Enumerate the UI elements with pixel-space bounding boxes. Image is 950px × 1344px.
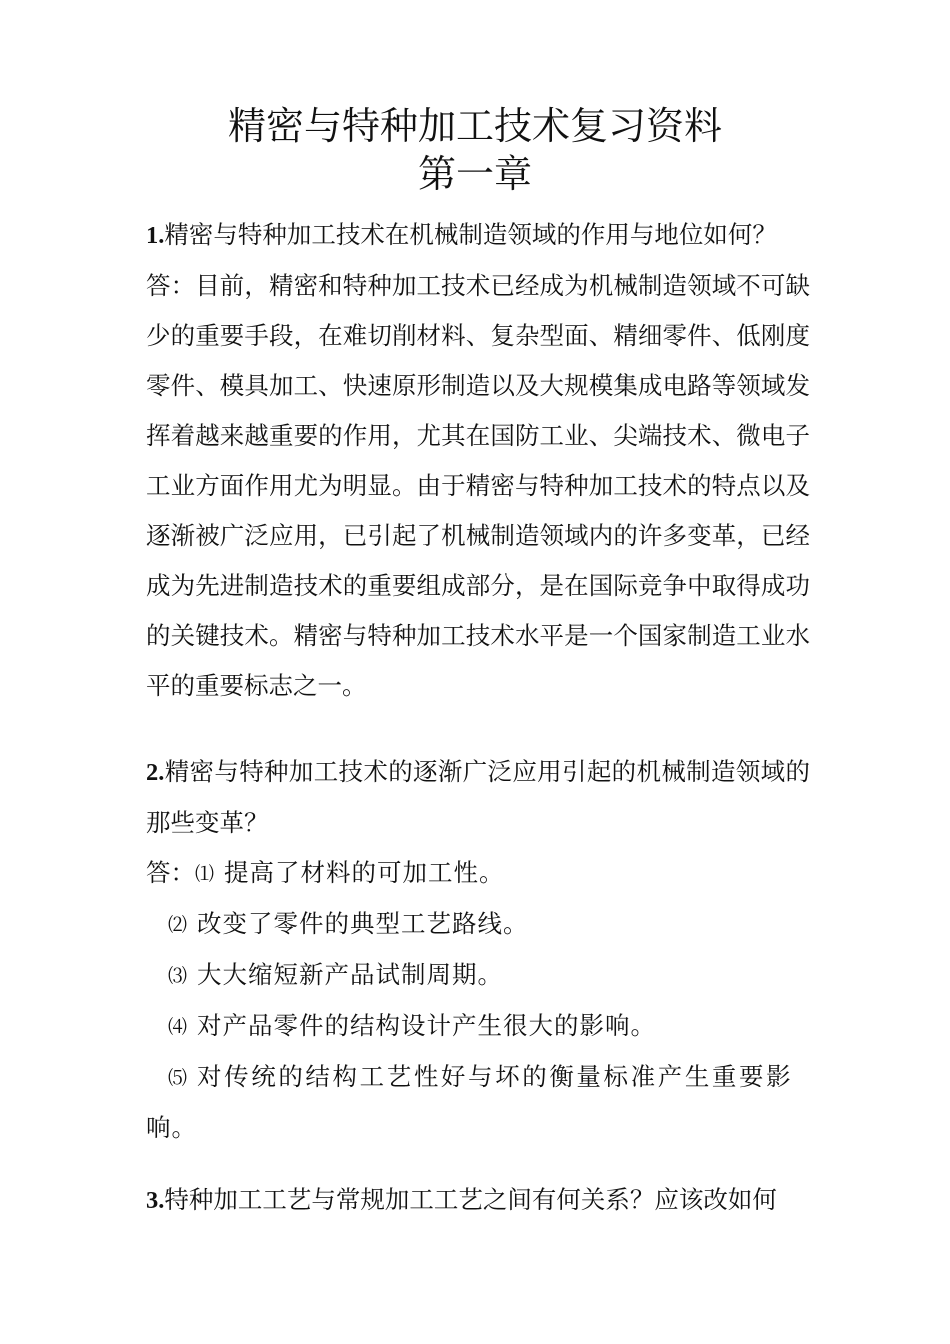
question-text: 特种加工工艺与常规加工工艺之间有何关系？应该改如何 (164, 1185, 777, 1214)
item-marker: ⑸ (168, 1067, 188, 1089)
item-marker: ⑵ (168, 914, 188, 936)
item-text: 提高了材料的可加工性。 (224, 858, 505, 887)
question-3-section (146, 1175, 810, 1226)
item-text: 对传统的结构工艺性好与坏的衡量标准产生重要影 (197, 1062, 794, 1091)
question-text: 精密与特种加工技术的逐渐广泛应用引起的机械制造领域的那些变革？ (146, 757, 810, 837)
question-3 (146, 1175, 810, 1226)
question-1 (146, 210, 810, 261)
document-title: 精密与特种加工技术复习资料 (227, 104, 722, 148)
question-text: 精密与特种加工技术在机械制造领域的作用与地位如何？ (164, 220, 777, 249)
question-1-section (146, 210, 810, 711)
item-marker: ⑶ (168, 965, 188, 987)
answer-2-item-2 (146, 899, 810, 950)
answer-2-item-3 (146, 950, 810, 1001)
item-text: 对产品零件的结构设计产生很大的影响。 (197, 1011, 657, 1040)
item-text: 大大缩短新产品试制周期。 (197, 960, 504, 989)
item-text: 改变了零件的典型工艺路线。 (197, 909, 529, 938)
document-content (146, 210, 810, 1226)
answer-1: 答：目前，精密和特种加工技术已经成为机械制造领域不可缺少的重要手段，在难切削材料、复杂型面、精细零件、低刚度零件、模具加工、快速原形制造以及大规模集成电路等领域发挥着越来越重要的作用，尤其在国防工业、尖端技术、微电子工业方面作用尤为明显。由于精密与特种加工技术的特点以及逐渐被广泛应用，已引起了机械制造领域内的许多变革，已经成为先进制造技术的重要组成部分，是在国际竞争中取得成功的关键技术。精密与特种加工技术水平是一个国家制造工业水平的重要标志之一。 (146, 271, 810, 700)
answer-prefix: 答： (146, 858, 195, 887)
item-marker: ⑴ (195, 863, 215, 885)
section-spacer (146, 1153, 810, 1175)
answer-2-item-5 (146, 1052, 810, 1103)
question-2 (146, 747, 810, 848)
question-2-section (146, 747, 810, 1153)
chapter-title: 第一章 (417, 152, 532, 196)
answer-2-item-1 (146, 848, 810, 899)
item-marker: ⑷ (168, 1016, 188, 1038)
answer-2-item-5-continuation: 响。 (146, 1113, 197, 1142)
question-number: 3. (146, 1187, 165, 1214)
question-number: 1. (146, 222, 165, 249)
question-number: 2. (146, 759, 165, 786)
section-spacer (146, 711, 810, 747)
answer-2-item-4 (146, 1001, 810, 1052)
